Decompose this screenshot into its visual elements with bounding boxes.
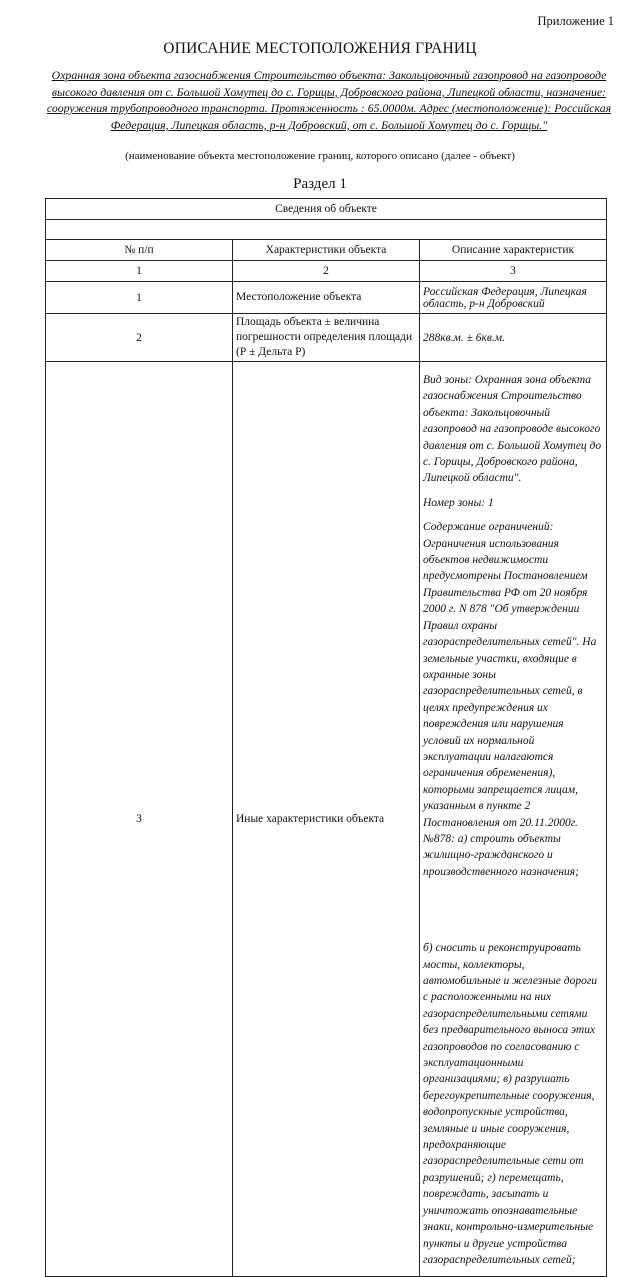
- section-title: Раздел 1: [293, 176, 347, 192]
- row-number: 3: [46, 362, 233, 1277]
- row-number: 2: [46, 314, 233, 362]
- row-label: Площадь объекта ± величина погрешности определения площади (Р ± Дельта Р): [233, 314, 420, 362]
- column-number: 1: [46, 261, 233, 282]
- table-row: [46, 314, 607, 362]
- table-header-row: [46, 240, 607, 261]
- table-row: [46, 282, 607, 314]
- restrictions-paragraph: Содержание ограничений: Ограничения использования объектов недвижимости предусмотрены Постановлением Правительства РФ от 20 ноября 2000 г. N 878 "Об утверждении Правил охраны газораспределительных сетей". На земельные участки, входящие в охранные зоны газораспределительных сетей, в целях предупреждения их повреждения или нарушения условий их нормальной эксплуатации налагаются ограничения обременения), которыми запрещается лицам, указанным в пункте 2 Постановления от 20.11.2000г. №878: а) строить объекты жилищно-гражданского и производственного назначения;: [423, 521, 597, 878]
- column-number: 3: [420, 261, 607, 282]
- table-column-numbers-row: [46, 261, 607, 282]
- row-label: Иные характеристики объекта: [233, 362, 420, 1277]
- object-caption: (наименование объекта местоположение границ, которого описано (далее - объект): [125, 150, 515, 162]
- restrictions-continuation-paragraph: б) сносить и реконструировать мосты, коллекторы, автомобильные и железные дороги с расположенными на них газораспределительными сетями без предварительного выноса этих газопроводов по согласованию с эксплуатационными организациями; в) разрушать берегоукрепительные сооружения, водопропускные устройства, земляные и иные сооружения, предохраняющие газораспределительные сети от разрушений; г) перемещать, повреждать, засыпать и уничтожать опознавательные знаки, контрольно-измерительные пункты и другие устройства газораспределительных сетей;: [423, 942, 598, 1266]
- table-blank-row: [46, 220, 607, 240]
- row-label: Местоположение объекта: [233, 282, 420, 314]
- object-description: Охранная зона объекта газоснабжения Строительство объекта: Закольцовочный газопровод на газопроводе высокого давления от с. Большой Хомутец до с. Горицы, Добровского района, Липецкой области, назначение: сооружения трубопроводного транспорта. Протяженность : 65.0000м. Адрес (местоположение): Российская Федерация, Липецкая область, р-н Добровский, от с. Большой Хомутец до с. Горицы.": [46, 68, 612, 132]
- zone-type-paragraph: Вид зоны: Охранная зона объекта газоснабжения Строительство объекта: Закольцовочный газопровод на газопроводе высокого давления от с. Большой Хомутец до с. Горицы, Добровского района, Липецкой области".: [423, 374, 602, 485]
- column-header-characteristic: Характеристики объекта: [233, 240, 420, 261]
- table-blank-cell: [46, 220, 607, 240]
- column-header-number: № п/п: [46, 240, 233, 261]
- column-header-description: Описание характеристик: [420, 240, 607, 261]
- column-number: 2: [233, 261, 420, 282]
- row-number: 1: [46, 282, 233, 314]
- zone-number-paragraph: Номер зоны: 1: [423, 496, 494, 509]
- document-title: ОПИСАНИЕ МЕСТОПОЛОЖЕНИЯ ГРАНИЦ: [163, 40, 477, 57]
- table-row: [46, 362, 607, 1277]
- table-heading-row: [46, 199, 607, 220]
- appendix-label: Приложение 1: [537, 14, 614, 28]
- row-value: Российская Федерация, Липецкая область, р-н Добровский: [420, 282, 607, 314]
- row-value: 288кв.м. ± 6кв.м.: [420, 314, 607, 362]
- row-value: [420, 362, 607, 1277]
- table-heading: Сведения об объекте: [46, 199, 607, 220]
- object-info-table: [45, 198, 607, 1277]
